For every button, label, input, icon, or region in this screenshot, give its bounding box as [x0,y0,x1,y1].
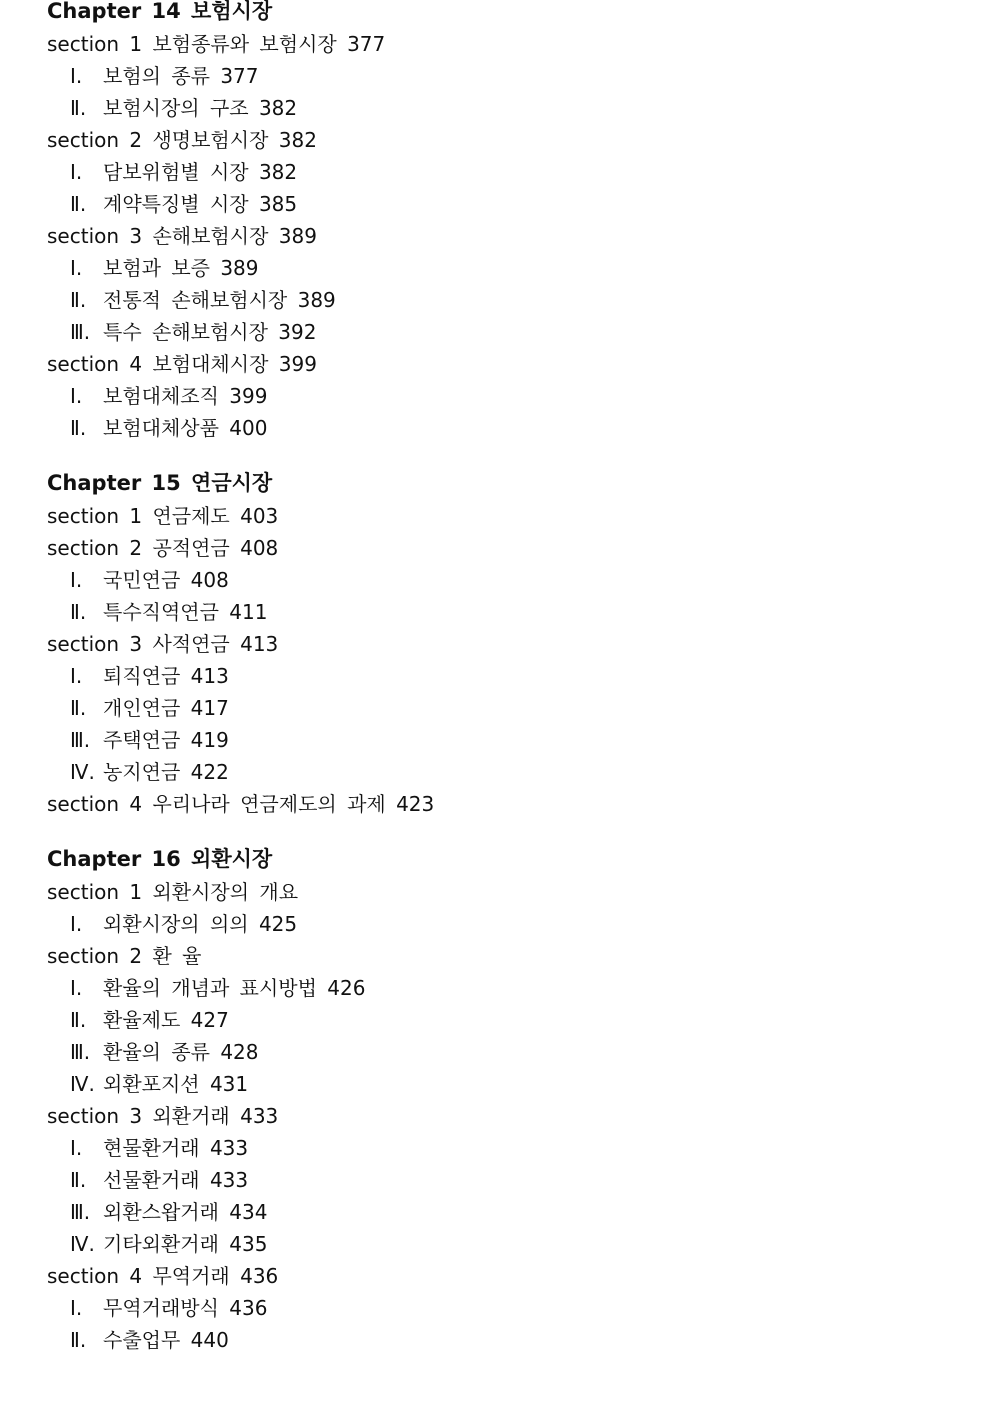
toc-item-text: 보험시장의 구조 382 [103,96,298,120]
chapter-title: Chapter 14 보험시장 [47,0,273,23]
toc-item-text: 보험대체조직 399 [103,384,268,408]
roman-numeral: Ⅳ. [70,760,95,784]
toc-item-entry [47,756,967,788]
toc-section-entry: section 3 외환거래 433 [47,1104,279,1128]
toc-item-entry [47,660,967,692]
toc-item-text: 담보위험별 시장 382 [103,160,298,184]
toc-item-entry [47,1068,967,1100]
toc-item-entry [47,724,967,756]
roman-numeral: Ⅰ. [70,976,83,1000]
toc-item-entry [47,380,967,412]
table-of-contents [47,0,967,1356]
roman-numeral: Ⅰ. [70,64,83,88]
roman-numeral: Ⅳ. [70,1232,95,1256]
roman-numeral: Ⅲ. [70,728,91,752]
toc-item-text: 선물환거래 433 [103,1168,249,1192]
roman-numeral: Ⅰ. [70,384,83,408]
toc-section-entry: section 1 연금제도 403 [47,504,279,528]
roman-numeral: Ⅰ. [70,256,83,280]
toc-section-entry: section 2 환 율 [47,944,202,968]
toc-item-text: 외환스왑거래 434 [103,1200,268,1224]
toc-item-entry [47,284,967,316]
chapter-block [47,842,967,1356]
toc-item-entry [47,972,967,1004]
toc-section-entry: section 1 외환시장의 개요 [47,880,299,904]
toc-item-entry [47,908,967,940]
toc-section-entry: section 3 손해보험시장 389 [47,224,317,248]
toc-item-text: 현물환거래 433 [103,1136,249,1160]
roman-numeral: Ⅰ. [70,1136,83,1160]
roman-numeral: Ⅲ. [70,1040,91,1064]
toc-item-entry [47,156,967,188]
roman-numeral: Ⅳ. [70,1072,95,1096]
toc-section-entry: section 1 보험종류와 보험시장 377 [47,32,386,56]
toc-item-entry [47,188,967,220]
roman-numeral: Ⅱ. [70,288,87,312]
toc-item-entry [47,412,967,444]
toc-item-text: 환율의 종류 428 [103,1040,259,1064]
toc-item-entry [47,60,967,92]
toc-item-text: 보험대체상품 400 [103,416,268,440]
chapter-block [47,0,967,444]
toc-item-entry [47,596,967,628]
toc-item-entry [47,92,967,124]
toc-section-entry: section 3 사적연금 413 [47,632,279,656]
roman-numeral: Ⅰ. [70,664,83,688]
toc-item-entry [47,1164,967,1196]
toc-section-entry: section 2 생명보험시장 382 [47,128,317,152]
roman-numeral: Ⅰ. [70,160,83,184]
roman-numeral: Ⅱ. [70,96,87,120]
chapter-block [47,466,967,820]
toc-item-text: 개인연금 417 [103,696,229,720]
toc-item-text: 퇴직연금 413 [103,664,229,688]
toc-item-entry [47,1132,967,1164]
roman-numeral: Ⅰ. [70,1296,83,1320]
toc-section-entry: section 4 우리나라 연금제도의 과제 423 [47,792,435,816]
toc-item-text: 보험의 종류 377 [103,64,259,88]
roman-numeral: Ⅱ. [70,696,87,720]
toc-item-text: 외환시장의 의의 425 [103,912,298,936]
toc-item-text: 계약특징별 시장 385 [103,192,298,216]
toc-item-entry [47,1292,967,1324]
toc-item-entry [47,564,967,596]
roman-numeral: Ⅱ. [70,192,87,216]
toc-item-text: 외환포지션 431 [103,1072,249,1096]
roman-numeral: Ⅱ. [70,1328,87,1352]
toc-item-text: 무역거래방식 436 [103,1296,268,1320]
toc-item-text: 특수직역연금 411 [103,600,268,624]
toc-item-entry [47,1324,967,1356]
toc-item-entry [47,316,967,348]
roman-numeral: Ⅰ. [70,568,83,592]
roman-numeral: Ⅲ. [70,1200,91,1224]
toc-item-entry [47,252,967,284]
roman-numeral: Ⅲ. [70,320,91,344]
toc-item-text: 수출업무 440 [103,1328,229,1352]
toc-item-text: 농지연금 422 [103,760,229,784]
toc-item-text: 환율의 개념과 표시방법 426 [103,976,366,1000]
roman-numeral: Ⅱ. [70,416,87,440]
toc-item-entry [47,1004,967,1036]
roman-numeral: Ⅱ. [70,600,87,624]
toc-item-text: 환율제도 427 [103,1008,229,1032]
toc-section-entry: section 4 무역거래 436 [47,1264,279,1288]
toc-item-entry [47,1196,967,1228]
toc-item-text: 주택연금 419 [103,728,229,752]
toc-section-entry: section 2 공적연금 408 [47,536,279,560]
roman-numeral: Ⅰ. [70,912,83,936]
toc-item-entry [47,1228,967,1260]
chapter-title: Chapter 15 연금시장 [47,471,273,495]
chapter-title: Chapter 16 외환시장 [47,847,273,871]
toc-item-text: 보험과 보증 389 [103,256,259,280]
toc-item-text: 특수 손해보험시장 392 [103,320,317,344]
toc-section-entry: section 4 보험대체시장 399 [47,352,317,376]
roman-numeral: Ⅱ. [70,1168,87,1192]
toc-item-entry [47,692,967,724]
toc-item-entry [47,1036,967,1068]
toc-item-text: 기타외환거래 435 [103,1232,268,1256]
toc-item-text: 국민연금 408 [103,568,229,592]
toc-item-text: 전통적 손해보험시장 389 [103,288,336,312]
roman-numeral: Ⅱ. [70,1008,87,1032]
